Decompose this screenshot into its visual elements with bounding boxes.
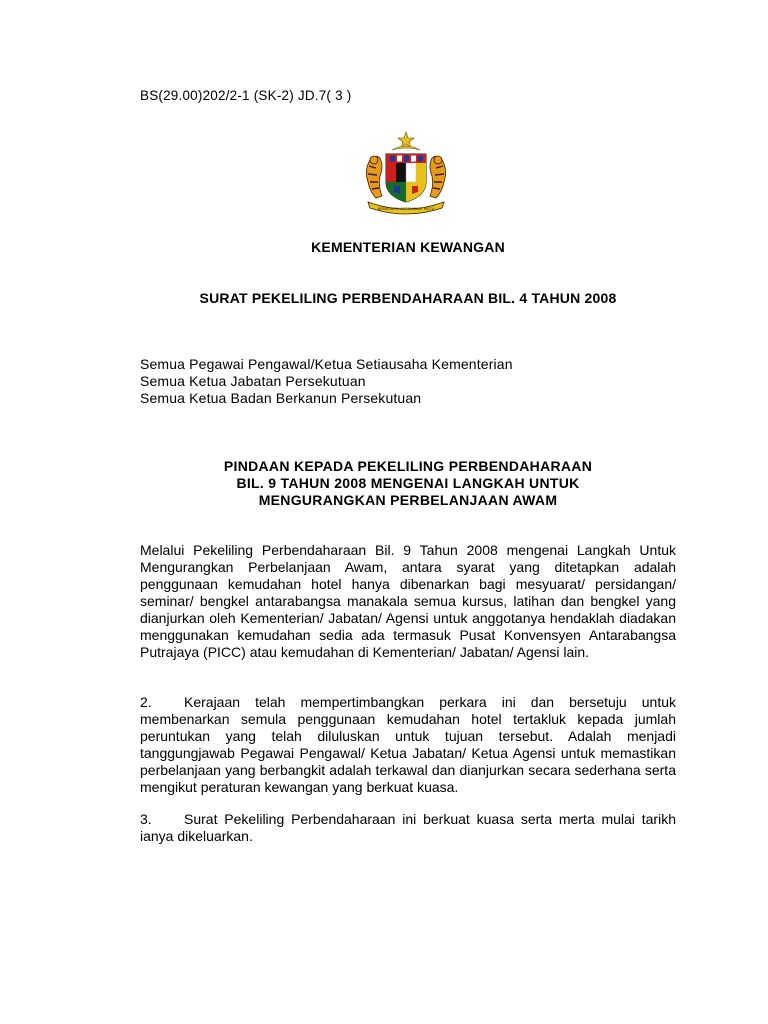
- subject-line: MENGURANGKAN PERBELANJAAN AWAM: [258, 492, 558, 508]
- coat-of-arms-icon: [356, 130, 456, 216]
- recipient-line: Semua Ketua Jabatan Persekutuan: [140, 373, 366, 389]
- paragraph-text: Melalui Pekeliling Perbendaharaan Bil. 9 Tahun 2008 mengenai Langkah Untuk Mengurangkan Perbelanjaan Awam, antara syarat yang ditetapkan adalah penggunaan kemudahan hotel hanya dibenarkan bagi mesyuarat/ persidangan/ seminar/ bengkel antarabangsa manakala semua kursus, latihan dan bengkel yang dianjurkan oleh Kementerian/ Jabatan/ Agensi untuk anggotanya hendaklah diadakan menggunakan kemudahan sedia ada termasuk Pusat Konvensyen Antarabangsa Putrajaya (PICC) atau kemudahan di Kementerian/ Jabatan/ Agensi lain.: [140, 542, 676, 660]
- recipient-line: Semua Ketua Badan Berkanun Persekutuan: [140, 390, 422, 406]
- subject-line: PINDAAN KEPADA PEKELILING PERBENDAHARAAN: [223, 458, 593, 474]
- svg-text:BERSEKUTU BERTAMBAH MUTU: BERSEKUTU BERTAMBAH MUTU: [377, 207, 435, 211]
- ministry-heading: KEMENTERIAN KEWANGAN: [311, 239, 505, 255]
- paragraph-1: [140, 542, 676, 661]
- paragraph-3: [140, 811, 676, 845]
- circular-title: SURAT PEKELILING PERBENDAHARAAN BIL. 4 TAHUN 2008: [199, 290, 617, 306]
- subject-line: BIL. 9 TAHUN 2008 MENGENAI LANGKAH UNTUK: [236, 475, 580, 491]
- recipient-line: Semua Pegawai Pengawal/Ketua Setiausaha Kementerian: [140, 356, 513, 372]
- paragraph-text: Kerajaan telah mempertimbangkan perkara ini dan bersetuju untuk membenarkan semula penggunaan kemudahan hotel tertakluk kepada jumlah peruntukan yang telah diluluskan untuk tujuan tersebut. Adalah menjadi tanggungjawab Pegawai Pengawal/ Ketua Jabatan/ Ketua Agensi untuk memastikan perbelanjaan yang berbangkit adalah terkawal dan dianjurkan secara sederhana serta mengikut peraturan kewangan yang berkuat kuasa.: [140, 694, 676, 795]
- paragraph-number: 2.: [140, 694, 152, 710]
- reference-number: BS(29.00)202/2-1 (SK-2) JD.7( 3 ): [140, 88, 352, 103]
- recipient-list: [140, 356, 513, 407]
- paragraph-text: Surat Pekeliling Perbendaharaan ini berkuat kuasa serta merta mulai tarikh ianya dikeluarkan.: [140, 811, 676, 844]
- paragraph-number: 3.: [140, 811, 152, 827]
- paragraph-2: [140, 694, 676, 796]
- subject-heading: [140, 458, 676, 509]
